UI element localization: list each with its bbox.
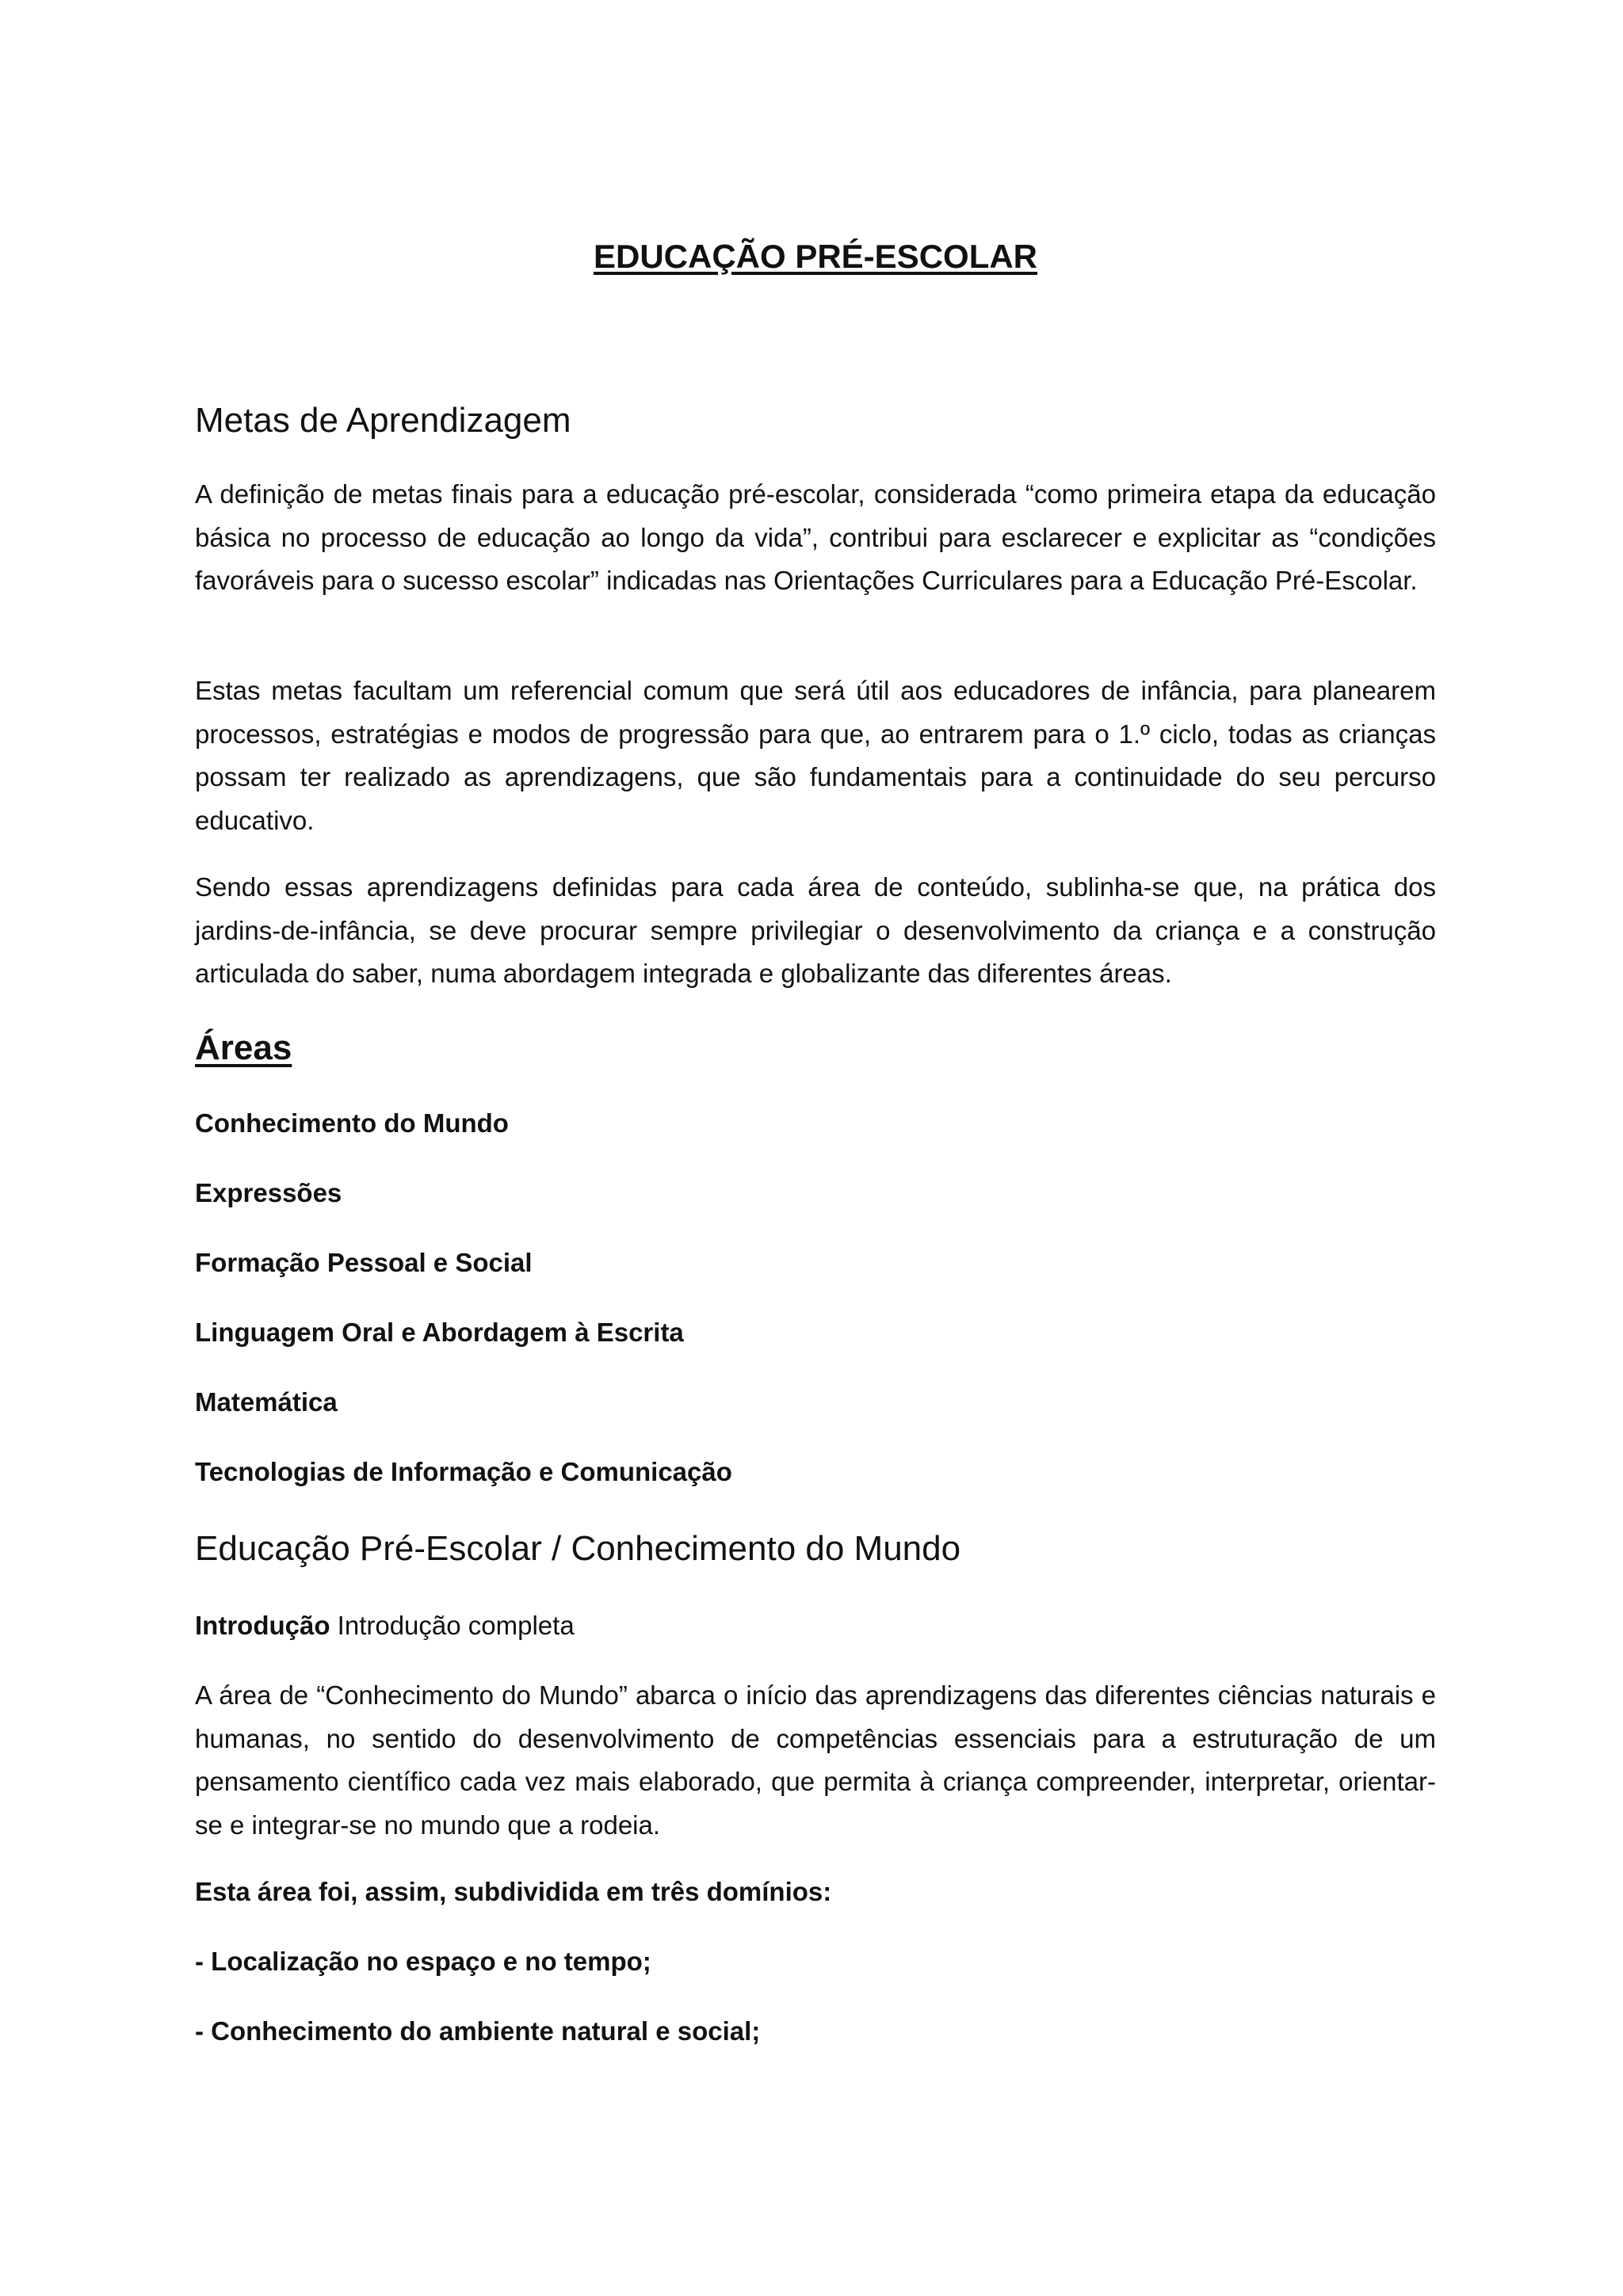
domain-item-localizacao: - Localização no espaço e no tempo; (195, 1947, 651, 1976)
paragraph-metas-1: A definição de metas finais para a educação pré-escolar, considerada “como primeira etapa da educação básica no processo de educação ao longo da vida”, contribui para esclarecer e explicitar as “condições favoráveis para o sucesso escolar” indicadas nas Orientações Curriculares para a Educação Pré-Escolar. (195, 479, 1436, 595)
paragraph-metas-2: Estas metas facultam um referencial comum que será útil aos educadores de infância, para planearem processos, estratégias e modos de progressão para que, ao entrarem para o 1.º ciclo, todas as crianças possam ter realizado as aprendizagens, que são fundamentais para a continuidade do seu percurso educativo. (195, 676, 1436, 835)
domain-item-ambiente: - Conhecimento do ambiente natural e social; (195, 2016, 761, 2046)
intro-text: Introdução completa (330, 1611, 575, 1640)
area-item-expressoes: Expressões (195, 1178, 342, 1207)
subdivision-line: Esta área foi, assim, subdividida em três domínios: (195, 1877, 832, 1906)
area-item-conhecimento-do-mundo: Conhecimento do Mundo (195, 1108, 509, 1138)
paragraph-metas-3: Sendo essas aprendizagens definidas para cada área de conteúdo, sublinha-se que, na prática dos jardins-de-infância, se deve procurar sempre privilegiar o desenvolvimento da criança e a construção articulada do saber, numa abordagem integrada e globalizante das diferentes áreas. (195, 872, 1436, 988)
paragraph-conhecimento-mundo: A área de “Conhecimento do Mundo” abarca o início das aprendizagens das diferentes ciências naturais e humanas, no sentido do desenvolvimento de competências essenciais para a estruturação de um pensamento científico cada vez mais elaborado, que permita à criança compreender, interpretar, orientar-se e integrar-se no mundo que a rodeia. (195, 1680, 1436, 1840)
section-heading-metas: Metas de Aprendizagem (195, 401, 571, 440)
intro-line (195, 1608, 575, 1643)
area-item-tecnologias: Tecnologias de Informação e Comunicação (195, 1457, 732, 1486)
intro-label: Introdução (195, 1611, 330, 1640)
section-heading-conhecimento-mundo: Educação Pré-Escolar / Conhecimento do Mundo (195, 1529, 961, 1568)
section-heading-areas: Áreas (195, 1028, 292, 1067)
area-item-linguagem-oral: Linguagem Oral e Abordagem à Escrita (195, 1318, 684, 1347)
area-item-matematica: Matemática (195, 1387, 338, 1417)
document-title: EDUCAÇÃO PRÉ-ESCOLAR (593, 238, 1038, 275)
area-item-formacao-pessoal-social: Formação Pessoal e Social (195, 1248, 533, 1277)
